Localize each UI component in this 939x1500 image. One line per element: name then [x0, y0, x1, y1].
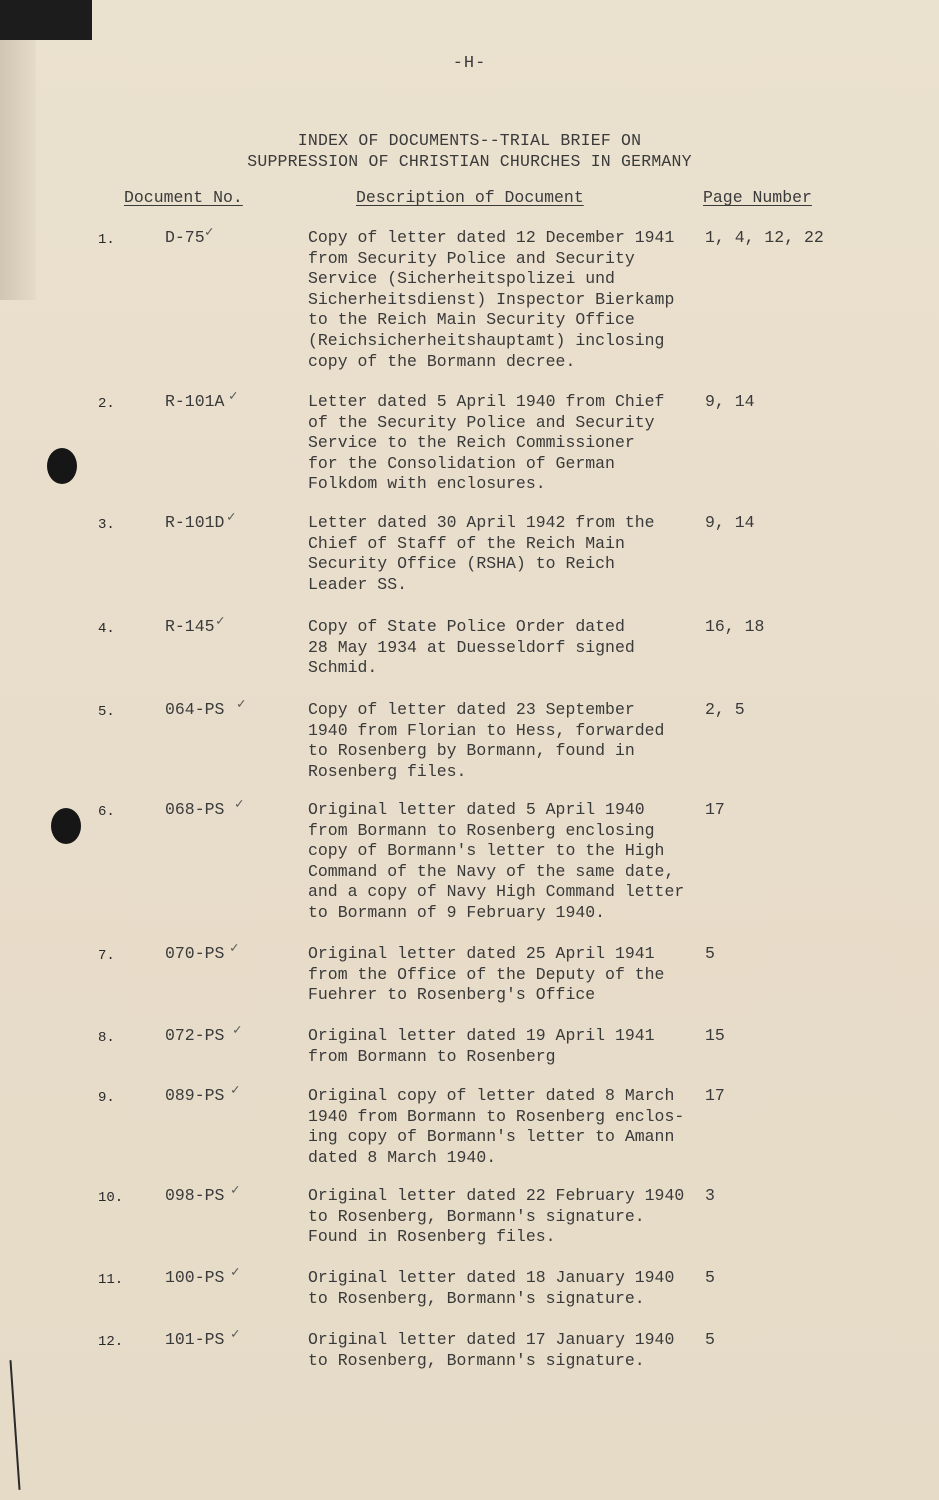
- page-numbers: 9, 14: [705, 513, 755, 532]
- description-line: to Rosenberg by Bormann, found in: [308, 741, 635, 761]
- page-numbers: 9, 14: [705, 392, 755, 411]
- document-description: [308, 944, 693, 1006]
- check-mark-icon: ✓: [235, 797, 244, 813]
- description-line: of the Security Police and Security: [308, 412, 655, 432]
- punch-hole-bottom: [51, 808, 81, 844]
- description-line: Original copy of letter dated 8 March: [308, 1086, 675, 1105]
- column-header-description: Description of Document: [356, 188, 584, 207]
- item-number: 9.: [98, 1090, 115, 1106]
- description-line: (Reichsicherheitshauptamt) inclosing: [308, 330, 665, 350]
- page-numbers: 16, 18: [705, 617, 765, 636]
- document-description: [308, 513, 693, 595]
- check-mark-icon: ✓: [231, 1183, 240, 1199]
- check-mark-icon: ✓: [230, 941, 239, 957]
- document-number: R-145: [165, 617, 215, 636]
- document-number: 098-PS: [165, 1186, 225, 1205]
- item-number: 8.: [98, 1030, 115, 1046]
- check-mark-icon: ✓: [216, 614, 225, 630]
- description-line: Chief of Staff of the Reich Main: [308, 533, 625, 553]
- description-line: from Security Police and Security: [308, 248, 635, 268]
- description-line: Original letter dated 17 January 1940: [308, 1330, 675, 1349]
- document-number: 068-PS: [165, 800, 225, 819]
- description-line: from Bormann to Rosenberg enclosing: [308, 820, 655, 840]
- check-mark-icon: ✓: [231, 1083, 240, 1099]
- description-line: Copy of State Police Order dated: [308, 617, 625, 636]
- margin-pencil-line: [9, 1360, 20, 1490]
- description-line: to Rosenberg, Bormann's signature.: [308, 1288, 645, 1308]
- description-line: for the Consolidation of German: [308, 453, 615, 473]
- check-mark-icon: ✓: [237, 697, 246, 713]
- page-numbers: 17: [705, 1086, 725, 1105]
- check-mark-icon: ✓: [205, 225, 214, 241]
- description-line: Sicherheitsdienst) Inspector Bierkamp: [308, 289, 675, 309]
- description-line: and a copy of Navy High Command letter: [308, 882, 685, 902]
- page-letter: -H-: [452, 54, 487, 73]
- title-line-1: INDEX OF DOCUMENTS--TRIAL BRIEF ON: [297, 131, 642, 150]
- description-line: Copy of letter dated 23 September: [308, 700, 635, 719]
- description-line: Schmid.: [308, 658, 378, 678]
- document-title: [0, 130, 939, 172]
- item-number: 2.: [98, 396, 115, 412]
- item-number: 10.: [98, 1190, 124, 1206]
- description-line: 28 May 1934 at Duesseldorf signed: [308, 637, 635, 657]
- item-number: 6.: [98, 804, 115, 820]
- document-description: [308, 700, 693, 782]
- description-line: to Rosenberg, Bormann's signature.: [308, 1206, 645, 1226]
- column-header-page-number: Page Number: [703, 188, 812, 207]
- binding-strip: [0, 0, 92, 40]
- document-description: [308, 1186, 693, 1248]
- description-line: to the Reich Main Security Office: [308, 310, 635, 330]
- document-number: 089-PS: [165, 1086, 225, 1105]
- description-line: copy of Bormann's letter to the High: [308, 841, 665, 861]
- document-number: D-75: [165, 228, 205, 247]
- check-mark-icon: ✓: [227, 510, 236, 526]
- document-number: R-101D: [165, 513, 225, 532]
- item-number: 5.: [98, 704, 115, 720]
- column-header-document-no: Document No.: [124, 188, 243, 207]
- description-line: Original letter dated 18 January 1940: [308, 1268, 675, 1287]
- page-numbers: 5: [705, 944, 715, 963]
- description-line: Service to the Reich Commissioner: [308, 433, 635, 453]
- description-line: Original letter dated 5 April 1940: [308, 800, 645, 819]
- description-line: Security Office (RSHA) to Reich: [308, 554, 615, 574]
- check-mark-icon: ✓: [233, 1023, 242, 1039]
- document-description: [308, 228, 693, 372]
- page-numbers: 17: [705, 800, 725, 819]
- document-number: 072-PS: [165, 1026, 225, 1045]
- document-description: [308, 1330, 693, 1371]
- document-description: [308, 1268, 693, 1309]
- punch-hole-top: [47, 448, 77, 484]
- description-line: Copy of letter dated 12 December 1941: [308, 228, 675, 247]
- item-number: 3.: [98, 517, 115, 533]
- document-number: R-101A: [165, 392, 225, 411]
- document-description: [308, 1026, 693, 1067]
- description-line: Fuehrer to Rosenberg's Office: [308, 985, 596, 1005]
- description-line: Original letter dated 25 April 1941: [308, 944, 655, 963]
- page-numbers: 1, 4, 12, 22: [705, 228, 824, 247]
- item-number: 1.: [98, 232, 115, 248]
- description-line: from Bormann to Rosenberg: [308, 1046, 556, 1066]
- description-line: Letter dated 30 April 1942 from the: [308, 513, 655, 532]
- item-number: 11.: [98, 1272, 124, 1288]
- document-description: [308, 1086, 693, 1168]
- item-number: 12.: [98, 1334, 124, 1350]
- page-numbers: 15: [705, 1026, 725, 1045]
- page-numbers: 5: [705, 1330, 715, 1349]
- document-number: 070-PS: [165, 944, 225, 963]
- description-line: to Rosenberg, Bormann's signature.: [308, 1350, 645, 1370]
- description-line: Service (Sicherheitspolizei und: [308, 269, 615, 289]
- description-line: ing copy of Bormann's letter to Amann: [308, 1127, 675, 1147]
- description-line: Original letter dated 22 February 1940: [308, 1186, 685, 1205]
- check-mark-icon: ✓: [231, 1327, 240, 1343]
- document-description: [308, 800, 693, 924]
- check-mark-icon: ✓: [229, 389, 238, 405]
- description-line: to Bormann of 9 February 1940.: [308, 902, 606, 922]
- description-line: Found in Rosenberg files.: [308, 1227, 556, 1247]
- description-line: Rosenberg files.: [308, 761, 467, 781]
- description-line: Command of the Navy of the same date,: [308, 861, 675, 881]
- title-line-2: SUPPRESSION OF CHRISTIAN CHURCHES IN GERMANY: [247, 152, 692, 171]
- description-line: 1940 from Bormann to Rosenberg enclos-: [308, 1106, 685, 1126]
- description-line: Letter dated 5 April 1940 from Chief: [308, 392, 665, 411]
- description-line: Leader SS.: [308, 574, 408, 594]
- item-number: 4.: [98, 621, 115, 637]
- check-mark-icon: ✓: [231, 1265, 240, 1281]
- description-line: Original letter dated 19 April 1941: [308, 1026, 655, 1045]
- item-number: 7.: [98, 948, 115, 964]
- document-number: 064-PS: [165, 700, 225, 719]
- description-line: from the Office of the Deputy of the: [308, 964, 665, 984]
- description-line: 1940 from Florian to Hess, forwarded: [308, 720, 665, 740]
- page-numbers: 3: [705, 1186, 715, 1205]
- document-description: [308, 392, 693, 495]
- document-number: 101-PS: [165, 1330, 225, 1349]
- description-line: dated 8 March 1940.: [308, 1147, 497, 1167]
- document-description: [308, 617, 693, 679]
- page-numbers: 5: [705, 1268, 715, 1287]
- description-line: Folkdom with enclosures.: [308, 474, 546, 494]
- document-number: 100-PS: [165, 1268, 225, 1287]
- description-line: copy of the Bormann decree.: [308, 351, 576, 371]
- page-numbers: 2, 5: [705, 700, 745, 719]
